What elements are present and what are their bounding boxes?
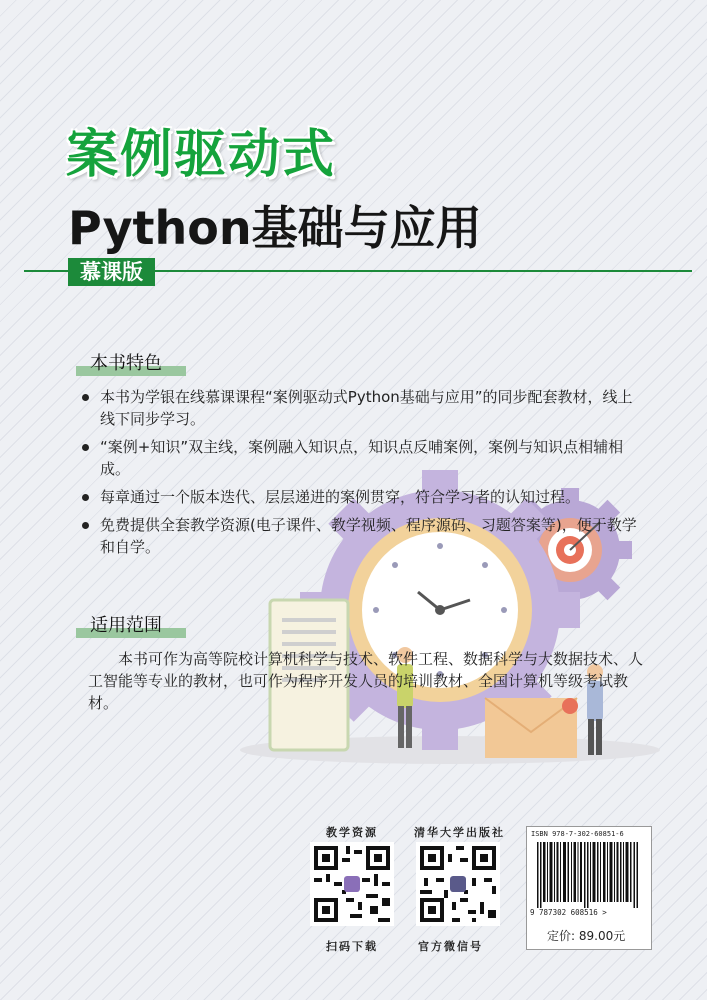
title-line-2: Python基础与应用 (68, 201, 482, 255)
scope-heading: 适用范围 (76, 614, 162, 638)
price-label: 定价: 89.00元 (547, 929, 626, 943)
barcode-icon (537, 842, 641, 908)
qr-code-icon[interactable] (310, 842, 394, 926)
ean-digits: 9 787302 608516 > (530, 908, 607, 917)
isbn-barcode-box (526, 826, 652, 950)
features-heading: 本书特色 (76, 352, 162, 376)
title-line-1: 案例驱动式 (66, 125, 337, 185)
qr-caption-bottom: 扫码下载 (326, 940, 378, 953)
list-item: 每章通过一个版本迭代、层层递进的案例贯穿，符合学习者的认知过程。 (100, 486, 645, 508)
list-item: “案例+知识”双主线，案例融入知识点，知识点反哺案例，案例与知识点相辅相成。 (100, 436, 645, 480)
bullet-icon (82, 394, 89, 401)
bullet-icon (82, 444, 89, 451)
edition-badge: 慕课版 (68, 258, 155, 286)
bullet-icon (82, 522, 89, 529)
qr-code-icon[interactable] (416, 842, 500, 926)
isbn-number: ISBN 978-7-302-60851-6 (531, 830, 624, 838)
bullet-icon (82, 494, 89, 501)
list-item: 本书为学银在线慕课课程“案例驱动式Python基础与应用”的同步配套教材，线上线下同步学习。 (100, 386, 645, 430)
qr-caption-bottom: 官方微信号 (418, 940, 483, 953)
features-list (100, 386, 645, 564)
list-item: 免费提供全套教学资源(电子课件、教学视频、程序源码、习题答案等)，便于教学和自学。 (100, 514, 645, 558)
qr-caption-top: 教学资源 (326, 826, 378, 839)
scope-paragraph: 本书可作为高等院校计算机科学与技术、软件工程、数据科学与大数据技术、人工智能等专业的教材，也可作为程序开发人员的培训教材、全国计算机等级考试教材。 (88, 650, 644, 712)
qr-caption-top: 清华大学出版社 (414, 826, 505, 839)
